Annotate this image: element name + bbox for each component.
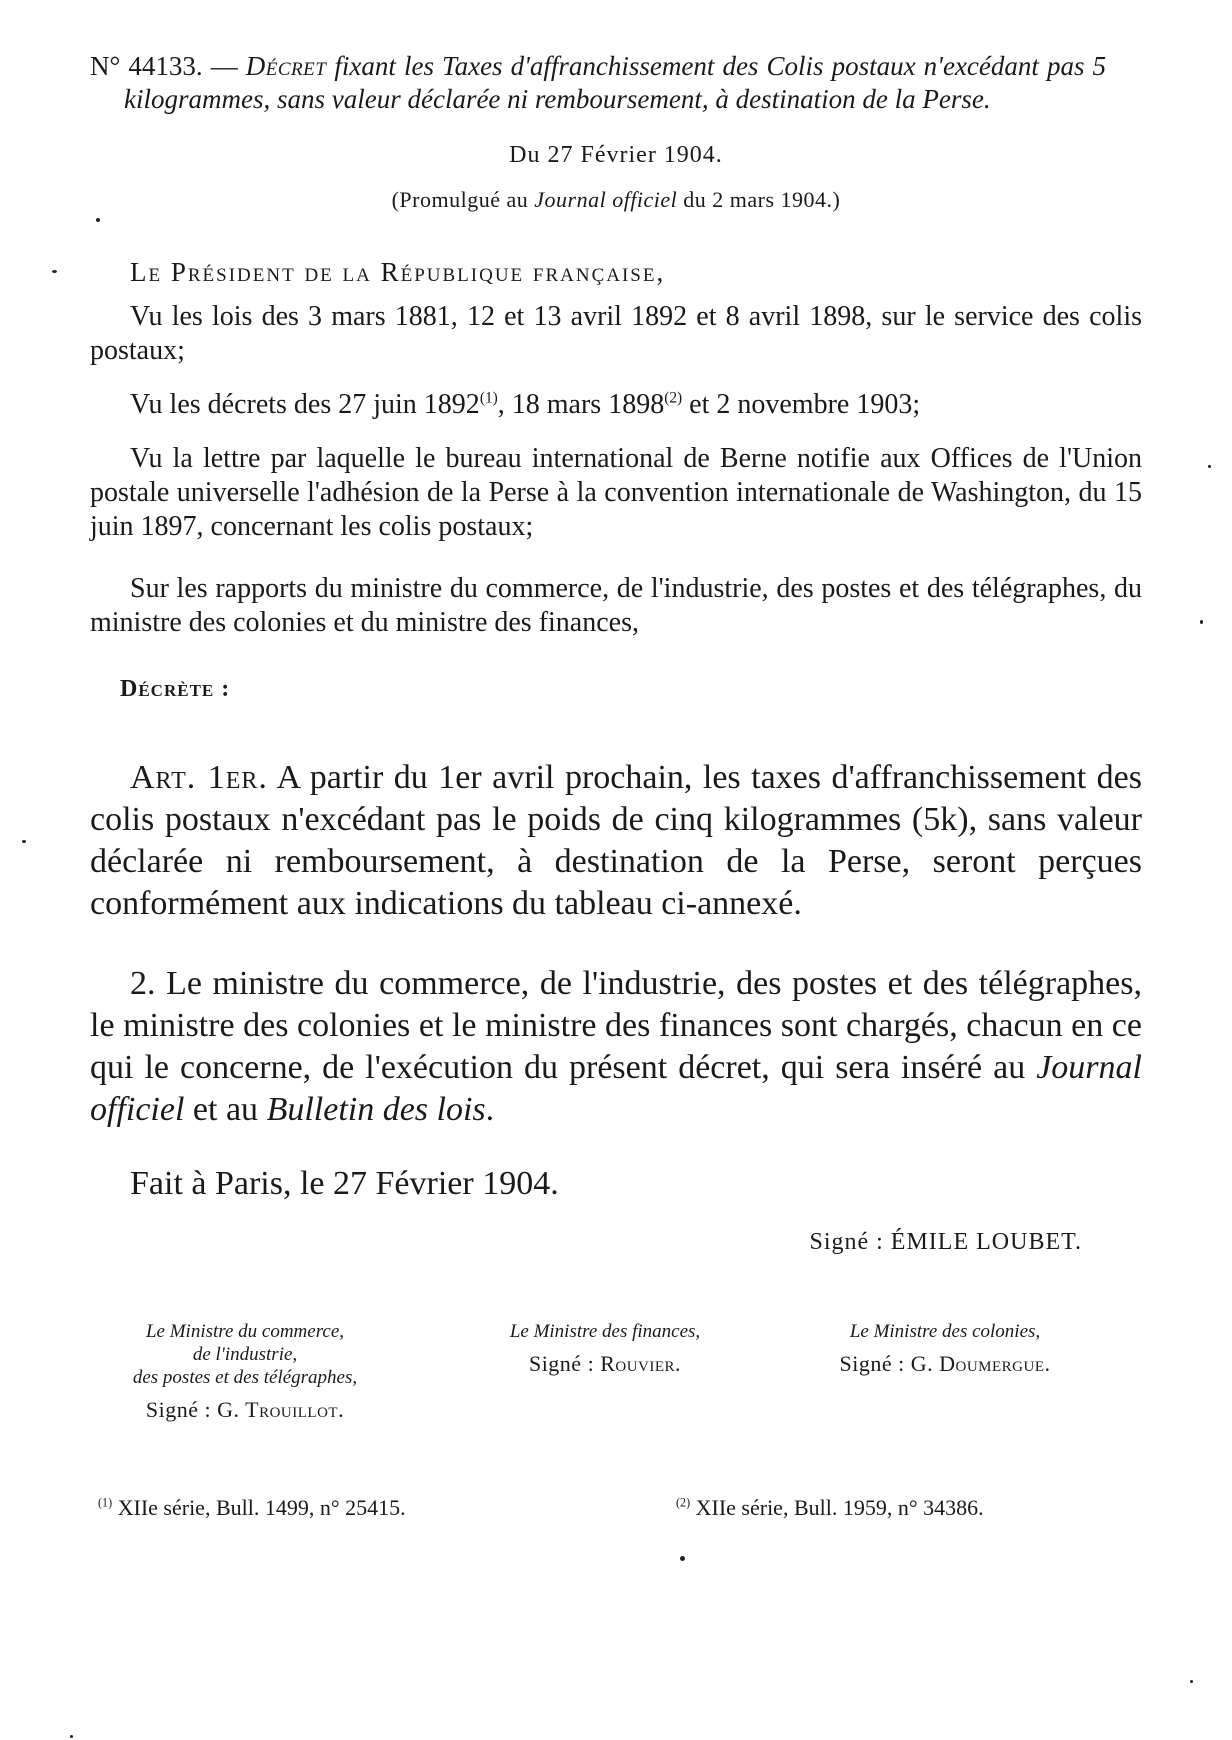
signature-prefix: Signé : [839, 1351, 911, 1376]
article-2-text-c: . [485, 1091, 495, 1128]
signature-name: G. Doumergue. [910, 1351, 1051, 1376]
fait-a-paris: Fait à Paris, le 27 Février 1904. [130, 1165, 559, 1202]
footnote-2-text: XIIe série, Bull. 1959, n° 34386. [690, 1495, 984, 1520]
article-2-text-a: 2. Le ministre du commerce, de l'industrie, des postes et des télégraphes, le ministre des colonies et le ministre des finances sont chargés, chacun en ce qui le concerne, de l'exécution du présent décret, qui sera inséré au [90, 965, 1142, 1086]
footnote-1 [98, 1495, 406, 1521]
minister-colonies-role: Le Ministre des colonies, [849, 1321, 1041, 1342]
decree-word: Décret [245, 51, 327, 81]
decree-subject: fixant les Taxes d'affranchissement des Colis postaux n'excédant pas 5 kilogrammes, sans valeur déclarée ni remboursement, à destination de la Perse. [124, 51, 1107, 114]
footnote-2 [676, 1495, 984, 1521]
minister-finances [450, 1320, 760, 1377]
decree-date: Du 27 Février 1904. [509, 142, 723, 168]
footnote-1-text: XIIe série, Bull. 1499, n° 25415. [112, 1495, 406, 1520]
decrete-heading: Décrète : [120, 676, 231, 702]
decrees-text-c: et 2 novembre 1903; [682, 389, 921, 420]
signature-name: G. Trouillot. [217, 1397, 345, 1422]
scan-speck [96, 218, 100, 222]
promulgation-before: (Promulgué au [391, 187, 535, 212]
article-1 [90, 757, 1142, 925]
footnote-1-mark: (1) [98, 1495, 113, 1510]
minister-commerce-signature [90, 1397, 400, 1423]
scan-speck [680, 1556, 685, 1561]
scan-speck [22, 840, 26, 843]
considerant-laws: Vu les lois des 3 mars 1881, 12 et 13 avril 1892 et 8 avril 1898, sur le service des colis postaux; [90, 301, 1142, 366]
footnote-ref-2: (2) [664, 389, 683, 407]
decrees-text-b: , 18 mars 1898 [497, 389, 665, 420]
scan-speck [70, 1735, 73, 1738]
article-2 [90, 963, 1142, 1131]
minister-commerce-role-1: Le Ministre du commerce, [145, 1321, 345, 1342]
president-heading: Le Président de la République française, [130, 257, 666, 287]
decree-title [90, 50, 1106, 116]
minister-colonies [790, 1320, 1100, 1377]
article-2-text-b: et au [184, 1091, 267, 1128]
article-2-journal: Journal officiel [90, 1049, 1142, 1128]
scan-speck [1190, 1680, 1193, 1683]
promulgation-journal: Journal officiel [534, 187, 678, 212]
president-signature: Signé : ÉMILE LOUBET. [809, 1229, 1082, 1255]
considerant-reports: Sur les rapports du ministre du commerce, de l'industrie, des postes et des télégraphes, du ministre des colonies et du ministre des finances, [90, 573, 1142, 638]
minister-finances-role: Le Ministre des finances, [509, 1321, 701, 1342]
scan-speck [52, 270, 57, 273]
considerant-letter: Vu la lettre par laquelle le bureau international de Berne notifie aux Offices de l'Union postale universelle l'adhésion de la Perse à la convention internationale de Washington, du 15 juin 1897, concernant les colis postaux; [90, 443, 1142, 542]
minister-commerce [90, 1320, 400, 1423]
considerant-decrees [90, 388, 1142, 422]
decree-number: N° 44133. [90, 51, 203, 81]
scan-speck [1208, 465, 1211, 468]
minister-commerce-role-3: des postes et des télégraphes, [132, 1367, 358, 1388]
promulgation-after: du 2 mars 1904.) [677, 187, 841, 212]
decrees-text-a: Vu les décrets des 27 juin 1892 [130, 389, 480, 420]
signature-prefix: Signé : [528, 1351, 601, 1376]
footnote-2-mark: (2) [676, 1495, 691, 1510]
scan-speck [1200, 620, 1203, 624]
footnote-ref-1: (1) [479, 389, 498, 407]
minister-colonies-signature [790, 1351, 1100, 1377]
minister-commerce-role-2: de l'industrie, [192, 1344, 298, 1365]
minister-finances-signature [450, 1351, 760, 1377]
signature-name: Rouvier. [600, 1351, 682, 1376]
article-1-text: A partir du 1er avril prochain, les taxes d'affranchissement des colis postaux n'excédant pas le poids de cinq kilogrammes (5k), sans valeur déclarée ni remboursement, à destination de la Perse, seront perçues conformément aux indications du tableau ci-annexé. [90, 759, 1143, 922]
promulgation-note [90, 187, 1142, 213]
article-2-bulletin: Bulletin des lois [266, 1091, 486, 1128]
article-1-label: Art. 1er. [130, 759, 268, 796]
signature-prefix: Signé : [145, 1397, 218, 1422]
title-dash: — [210, 51, 238, 81]
